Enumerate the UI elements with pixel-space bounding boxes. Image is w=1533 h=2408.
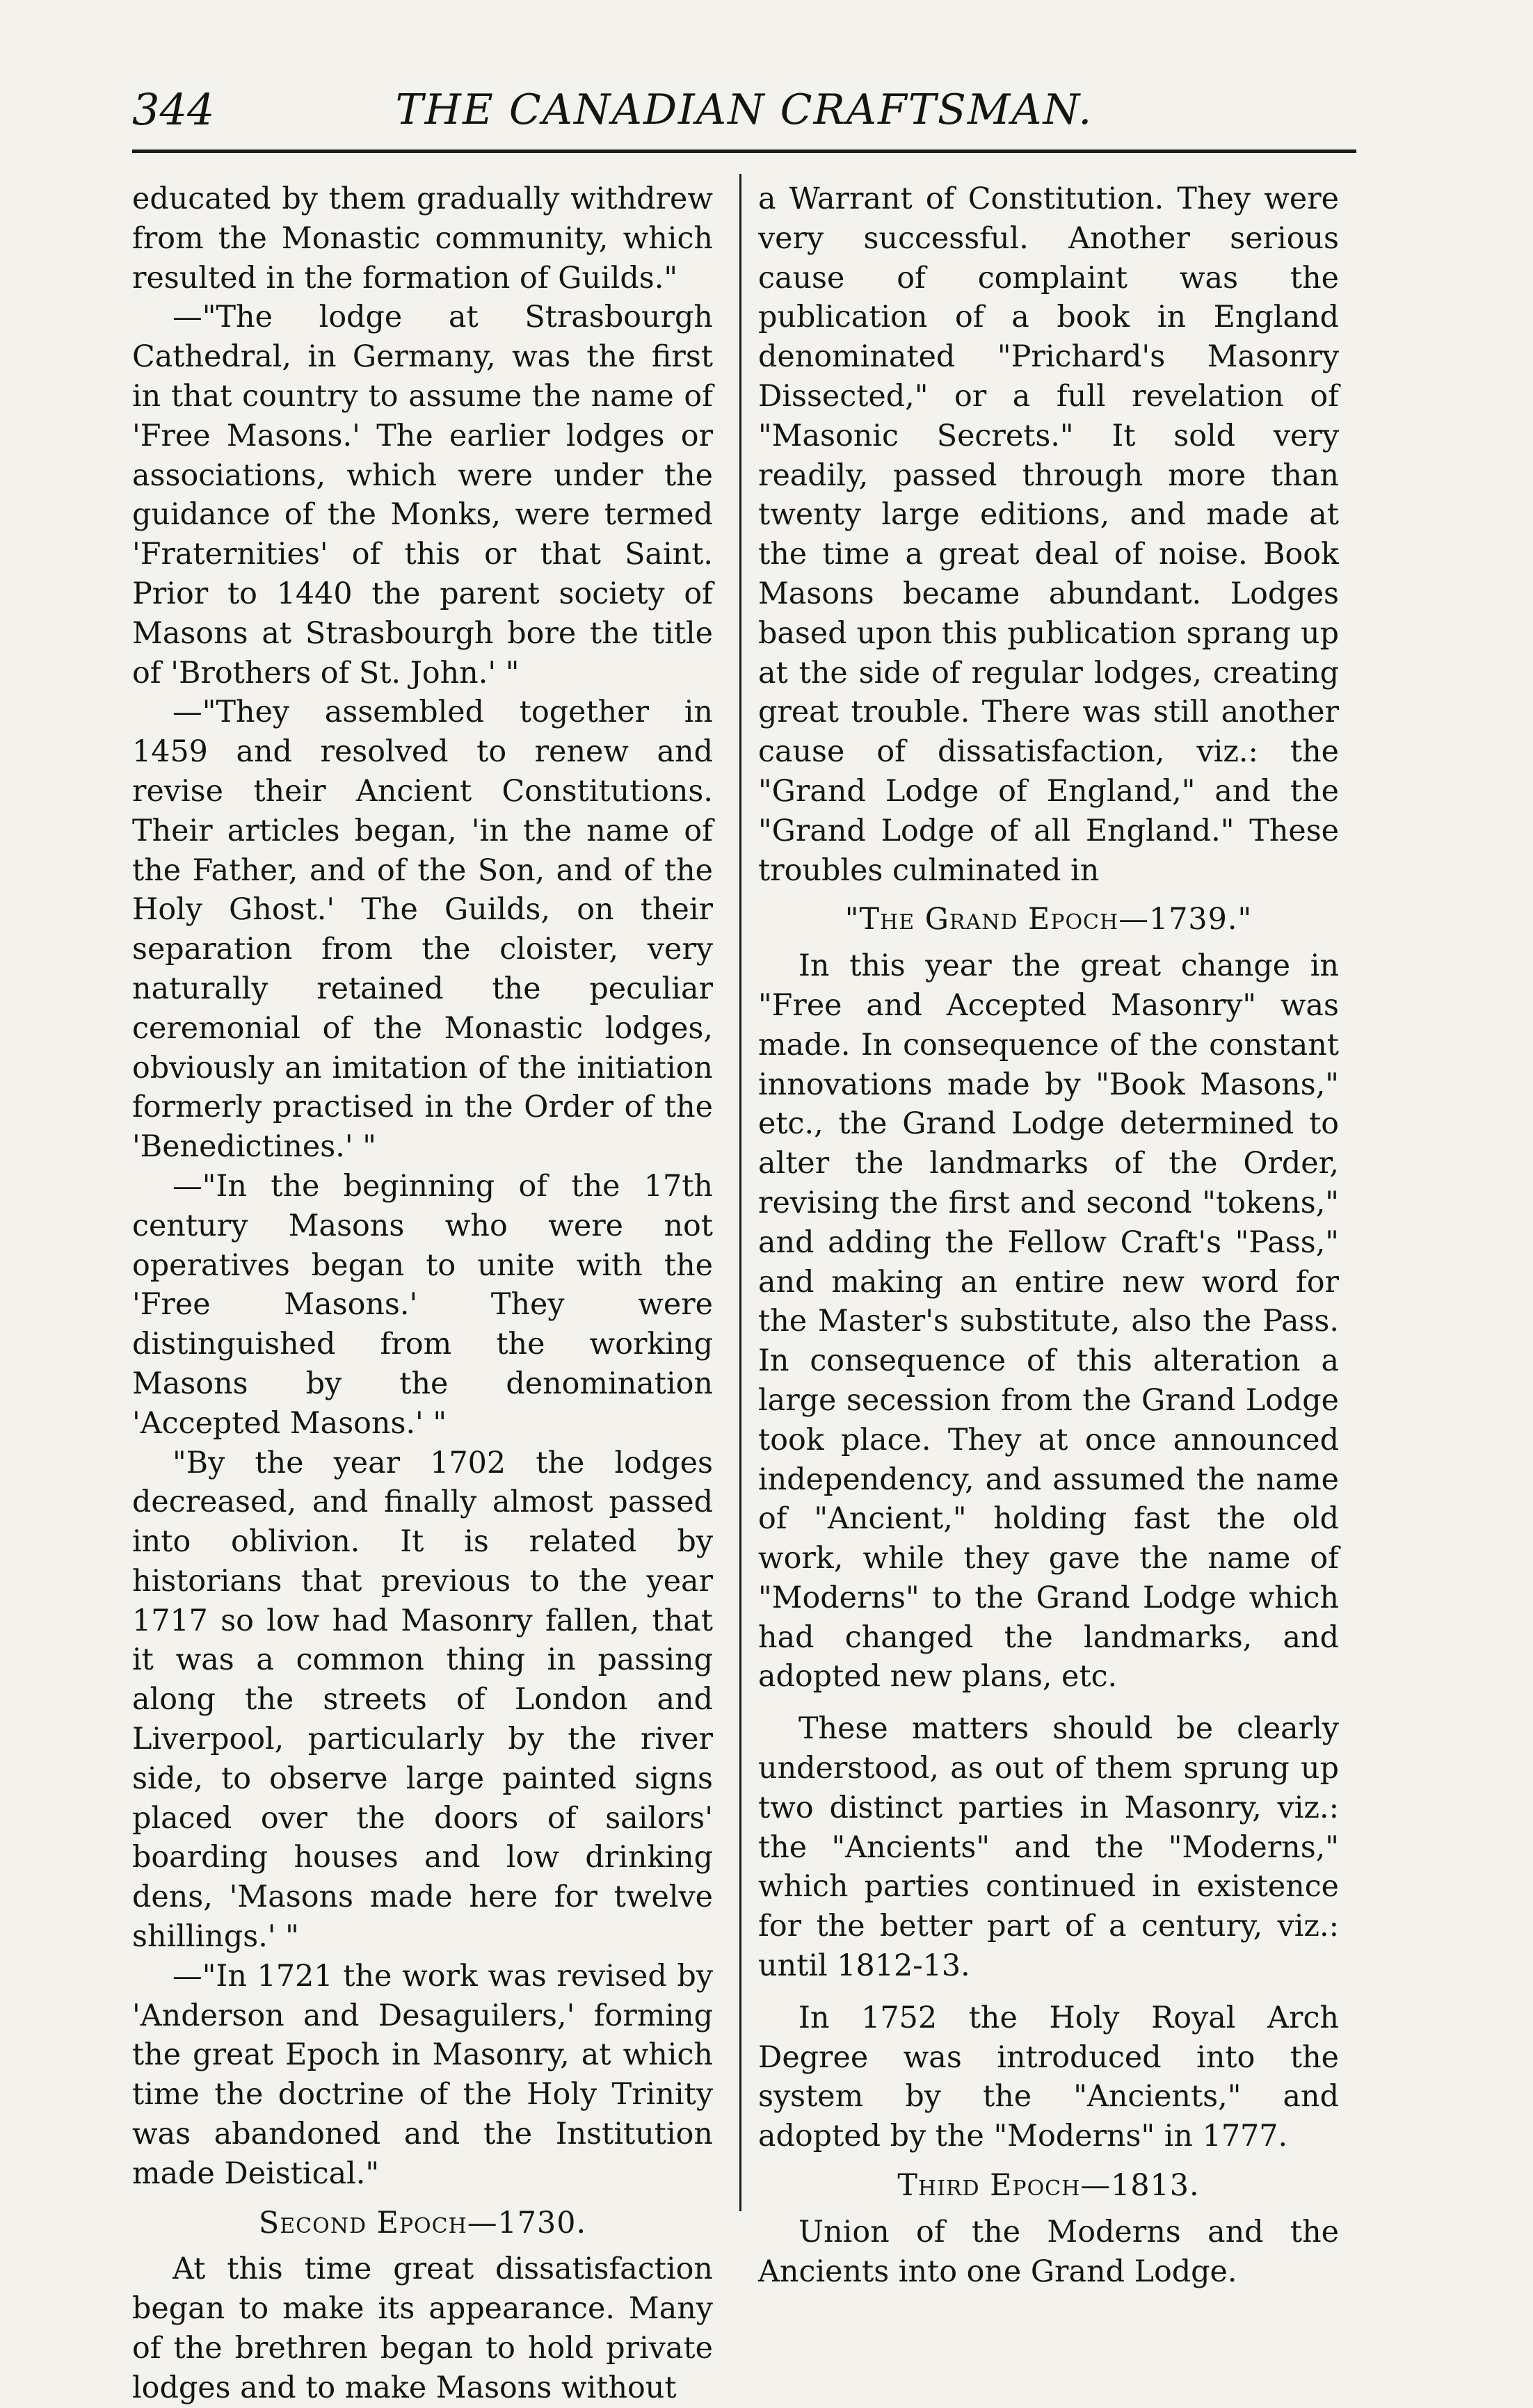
paragraph: In 1752 the Holy Royal Arch Degree was introduced into the system by the "Ancients," and adopted by the "Moderns" in 1777. (758, 2000, 1339, 2154)
paragraph: "By the year 1702 the lodges decreased, and finally almost passed into oblivion. It is related by historians that previous to the year 1717 so low had Masonry fallen, that it was a common thing in passing along the streets of London and Liverpool, particularly by the river side, to observe large painted signs placed over the doors of sailors' boarding houses and low drinking dens, 'Masons made here for twelve shillings.' " (132, 1445, 713, 1955)
paragraph: In this year the great change in "Free and Accepted Masonry" was made. In consequence of the constant innovations made by "Book Masons," etc., the Grand Lodge determined to alter the landmarks of the Order, revising the first and second "tokens," and adding the Fellow Craft's "Pass," and making an entire new word for the Master's substitute, also the Pass. In consequence of this alteration a large secession from the Grand Lodge took place. They at once announced independency, and assumed the name of "Ancient," holding fast the old work, while they gave the name of "Moderns" to the Grand Lodge which had changed the landmarks, and adopted new plans, etc. (758, 948, 1339, 1695)
page-number: 344 (132, 84, 215, 135)
paragraph: a Warrant of Constitution. They were very successful. Another serious cause of complaint was the publication of a book in England denominated "Prichard's Masonry Dissected," or a full revelation of "Masonic Secrets." It sold very readily, passed through more than twenty large editions, and made at the time a great deal of noise. Book Masons became abundant. Lodges based upon this publication sprang up at the side of regular lodges, creating great trouble. There was still another cause of dissatisfaction, viz.: the "Grand Lodge of England," and the "Grand Lodge of all England." These troubles culminated in (758, 181, 1339, 888)
paragraph: At this time great dissatisfaction began to make its appearance. Many of the brethren began to hold private lodges and to make Masons without (132, 2252, 713, 2405)
right-column (758, 179, 1339, 2291)
section-heading: Second Epoch—1730. (258, 2205, 587, 2240)
paragraph: —"In the beginning of the 17th century Masons who were not operatives began to unite with the 'Free Masons.' They were distinguished from the working Masons by the denomination 'Accepted Masons.' " (132, 1168, 713, 1441)
paragraph: —"The lodge at Strasbourgh Cathedral, in Germany, was the first in that country to assume the name of 'Free Masons.' The earlier lodges or associations, which were under the guidance of the Monks, were termed 'Fraternities' of this or that Saint. Prior to 1440 the parent society of Masons at Strasbourgh bore the title of 'Brothers of St. John.' " (132, 300, 713, 690)
running-title: THE CANADIAN CRAFTSMAN. (395, 86, 1093, 134)
section-heading: "The Grand Epoch—1739." (844, 902, 1253, 937)
page-header (132, 82, 1356, 138)
paragraph: These matters should be clearly understood, as out of them sprung up two distinct parties in Masonry, viz.: the "Ancients" and the "Moderns," which parties continued in existence for the better part of a century, viz.: until 1812-13. (758, 1711, 1339, 1984)
left-column (132, 179, 713, 2408)
paragraph: —"They assembled together in 1459 and resolved to renew and revise their Ancient Constitutions. Their articles began, 'in the name of the Father, and of the Son, and of the Holy Ghost.' The Guilds, on their separation from the cloister, very naturally retained the peculiar ceremonial of the Monastic lodges, obviously an imitation of the initiation formerly practised in the Order of the 'Benedictines.' " (132, 695, 713, 1165)
section-heading: Third Epoch—1813. (897, 2168, 1200, 2204)
paragraph: Union of the Moderns and the Ancients into one Grand Lodge. (758, 2214, 1339, 2289)
paragraph: —"In 1721 the work was revised by 'Anderson and Desaguilers,' forming the great Epoch in Masonry, at which time the doctrine of the Holy Trinity was abandoned and the Institution made Deistical." (132, 1958, 713, 2191)
paragraph: educated by them gradually withdrew from the Monastic community, which resulted in the formation of Guilds." (132, 181, 713, 296)
header-rule (132, 150, 1356, 153)
column-divider (739, 174, 741, 2211)
